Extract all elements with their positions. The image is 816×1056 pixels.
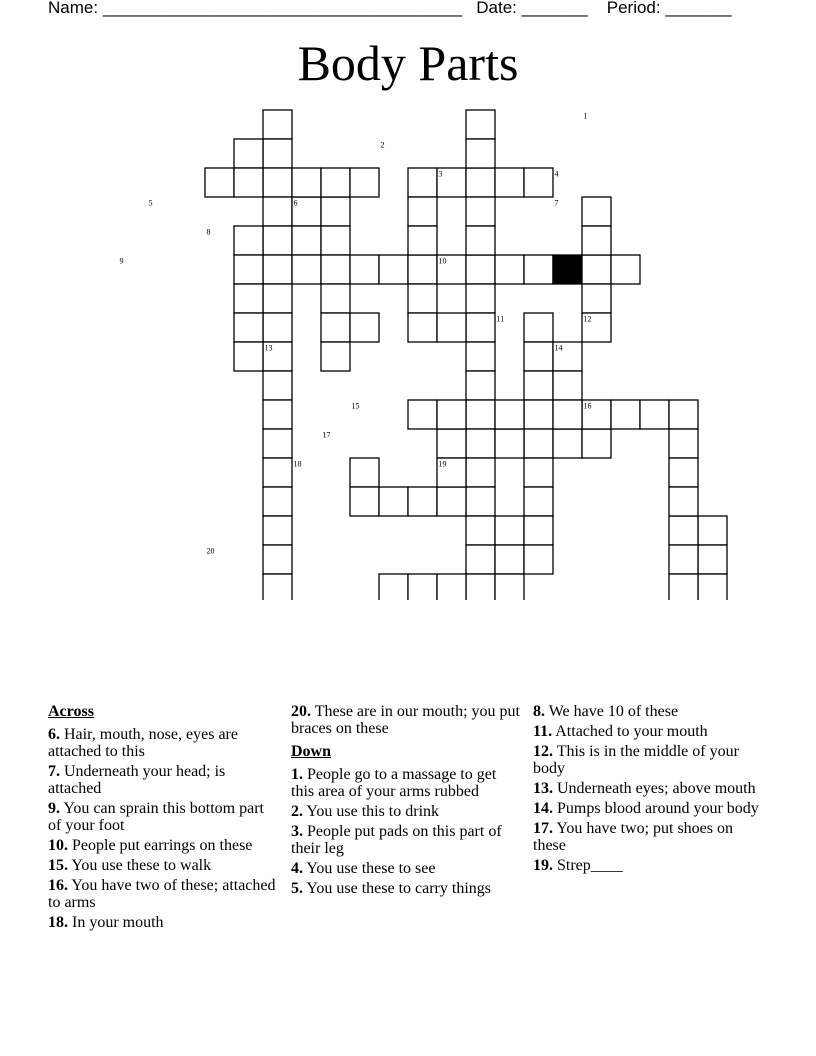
crossword-cell[interactable] (292, 255, 321, 284)
crossword-cell[interactable] (263, 458, 292, 487)
clue-item (291, 880, 523, 897)
clue-text: Strep____ (553, 857, 623, 874)
page-title: Body Parts (297, 35, 519, 91)
clue-text: You can sprain this bottom part of your foot (48, 800, 264, 834)
crossword-cell[interactable] (408, 226, 437, 255)
crossword-cell[interactable] (321, 168, 350, 197)
crossword-cell[interactable] (263, 110, 292, 139)
crossword-cell[interactable] (263, 197, 292, 226)
clue-item (533, 857, 765, 874)
crossword-cell[interactable] (524, 429, 553, 458)
crossword-cell[interactable] (408, 487, 437, 516)
clue-num: 8. (533, 703, 545, 720)
crossword-cell[interactable] (582, 226, 611, 255)
clue-text: People go to a massage to get this area of your arms rubbed (291, 766, 497, 800)
crossword-cell[interactable] (495, 255, 524, 284)
crossword-cell[interactable] (234, 313, 263, 342)
period-blank[interactable]: _______ (665, 0, 732, 17)
clue-item (291, 823, 523, 857)
crossword-cell[interactable] (234, 226, 263, 255)
crossword-cell[interactable] (234, 168, 263, 197)
crossword-cell[interactable] (321, 342, 350, 371)
crossword-cell[interactable] (669, 574, 698, 600)
crossword-cell[interactable] (263, 226, 292, 255)
crossword-cell[interactable] (524, 168, 553, 197)
clue-column-3 (533, 703, 765, 877)
clue-num: 7. (48, 763, 60, 780)
crossword-cell[interactable] (234, 255, 263, 284)
clue-item (291, 766, 523, 800)
date-label: Date: (476, 0, 517, 17)
clue-num: 19. (533, 857, 553, 874)
clue-item (48, 837, 280, 854)
clue-number: 19 (438, 459, 447, 469)
crossword-cell[interactable] (321, 226, 350, 255)
crossword-cell[interactable] (408, 197, 437, 226)
crossword-cell[interactable] (263, 284, 292, 313)
crossword-cell[interactable] (524, 458, 553, 487)
crossword-cell[interactable] (263, 487, 292, 516)
name-blank[interactable]: ______________________________________ (102, 0, 463, 17)
clue-text: You use these to see (303, 860, 436, 877)
crossword-cell[interactable] (466, 371, 495, 400)
crossword-cell[interactable] (640, 400, 669, 429)
crossword-cell[interactable] (466, 458, 495, 487)
crossword-cell[interactable] (669, 545, 698, 574)
clue-num: 3. (291, 823, 303, 840)
crossword-cell[interactable] (263, 516, 292, 545)
crossword-cell[interactable] (408, 255, 437, 284)
clue-number: 14 (554, 343, 563, 353)
crossword-cell[interactable] (321, 197, 350, 226)
crossword-cell[interactable] (466, 197, 495, 226)
crossword-cell[interactable] (437, 487, 466, 516)
crossword-cell[interactable] (524, 545, 553, 574)
crossword-cell[interactable] (292, 226, 321, 255)
clue-text: People put earrings on these (68, 837, 253, 854)
crossword-cell[interactable] (495, 400, 524, 429)
clue-text: You have two; put shoes on these (533, 820, 734, 854)
date-blank[interactable]: _______ (521, 0, 588, 17)
clue-item (291, 860, 523, 877)
clue-number: 16 (583, 401, 592, 411)
crossword-cell[interactable] (379, 255, 408, 284)
crossword-cell[interactable] (495, 168, 524, 197)
name-label: Name: (48, 0, 99, 17)
crossword-cell[interactable] (524, 313, 553, 342)
crossword-cell[interactable] (698, 516, 727, 545)
crossword-cell[interactable] (466, 255, 495, 284)
clue-text: Pumps blood around your body (553, 800, 759, 817)
crossword-cell[interactable] (466, 168, 495, 197)
crossword-cell[interactable] (408, 574, 437, 600)
crossword-cell[interactable] (524, 487, 553, 516)
crossword-cell[interactable] (495, 574, 524, 600)
crossword-cell[interactable] (466, 574, 495, 600)
crossword-cell[interactable] (524, 255, 553, 284)
clue-number: 15 (351, 401, 360, 411)
clue-text: Underneath your head; is attached (48, 763, 226, 797)
clue-column-2 (291, 703, 523, 900)
crossword-cell[interactable] (524, 342, 553, 371)
clue-number: 18 (293, 459, 302, 469)
crossword-cell[interactable] (466, 545, 495, 574)
crossword-cell[interactable] (669, 400, 698, 429)
clue-item (533, 743, 765, 777)
crossword-cell[interactable] (263, 545, 292, 574)
crossword-cell[interactable] (205, 168, 234, 197)
crossword-cell[interactable] (582, 255, 611, 284)
clue-num: 1. (291, 766, 303, 783)
across-heading: Across (48, 703, 94, 720)
clue-num: 20. (291, 703, 311, 720)
crossword-cell[interactable] (466, 342, 495, 371)
crossword-black-cell (553, 255, 582, 284)
crossword-cell[interactable] (437, 400, 466, 429)
crossword-cell[interactable] (524, 516, 553, 545)
crossword-cell[interactable] (611, 255, 640, 284)
clue-text: You use these to carry things (303, 880, 491, 897)
clue-item (533, 820, 765, 854)
crossword-cell[interactable] (466, 110, 495, 139)
crossword-cell[interactable] (495, 516, 524, 545)
crossword-cell[interactable] (611, 400, 640, 429)
clue-text: We have 10 of these (545, 703, 679, 720)
clue-item (48, 726, 280, 760)
crossword-cell[interactable] (234, 139, 263, 168)
crossword-cell[interactable] (321, 255, 350, 284)
crossword-cell[interactable] (524, 400, 553, 429)
clue-item (291, 703, 523, 737)
crossword-cell[interactable] (292, 168, 321, 197)
clue-num: 15. (48, 857, 68, 874)
clue-number: 9 (119, 256, 124, 266)
crossword-cell[interactable] (263, 429, 292, 458)
clue-number: 2 (380, 140, 385, 150)
crossword-cell[interactable] (466, 400, 495, 429)
crossword-cell[interactable] (466, 284, 495, 313)
clue-num: 14. (533, 800, 553, 817)
clue-num: 5. (291, 880, 303, 897)
crossword-cell[interactable] (495, 545, 524, 574)
crossword-cell[interactable] (350, 487, 379, 516)
clue-item (291, 803, 523, 820)
crossword-cell[interactable] (234, 342, 263, 371)
clue-number: 13 (264, 343, 273, 353)
crossword-cell[interactable] (408, 168, 437, 197)
clue-num: 9. (48, 800, 60, 817)
crossword-cell[interactable] (466, 516, 495, 545)
crossword-cell[interactable] (669, 429, 698, 458)
crossword-cell[interactable] (408, 313, 437, 342)
crossword-cell[interactable] (408, 284, 437, 313)
clue-number: 20 (206, 546, 215, 556)
crossword-cell[interactable] (495, 429, 524, 458)
crossword-cell[interactable] (234, 284, 263, 313)
clue-item (48, 877, 280, 911)
clue-column-1 (48, 703, 280, 934)
clue-item (48, 857, 280, 874)
clue-number: 4 (554, 169, 559, 179)
crossword-cell[interactable] (263, 255, 292, 284)
crossword-cell[interactable] (582, 284, 611, 313)
crossword-cell[interactable] (698, 574, 727, 600)
clue-text: You use these to walk (68, 857, 212, 874)
crossword-cell[interactable] (669, 516, 698, 545)
crossword-cell[interactable] (263, 313, 292, 342)
clue-num: 16. (48, 877, 68, 894)
crossword-cell[interactable] (582, 429, 611, 458)
crossword-cell[interactable] (437, 429, 466, 458)
clue-number: 12 (583, 314, 592, 324)
clue-num: 4. (291, 860, 303, 877)
clue-number: 8 (206, 227, 211, 237)
clue-item (48, 914, 280, 931)
crossword-cell[interactable] (263, 574, 292, 600)
crossword-cell[interactable] (437, 574, 466, 600)
clue-num: 12. (533, 743, 553, 760)
clue-item (48, 800, 280, 834)
crossword-cell[interactable] (524, 371, 553, 400)
crossword-cell[interactable] (466, 487, 495, 516)
clue-text: You use this to drink (303, 803, 440, 820)
crossword-cell[interactable] (466, 226, 495, 255)
crossword-cell[interactable] (408, 400, 437, 429)
crossword-cell[interactable] (466, 429, 495, 458)
crossword-cell[interactable] (350, 313, 379, 342)
clue-number: 5 (148, 198, 153, 208)
clue-text: People put pads on this part of their leg (291, 823, 502, 857)
clue-number: 6 (293, 198, 298, 208)
crossword-cell[interactable] (698, 545, 727, 574)
clue-num: 17. (533, 820, 553, 837)
crossword-cell[interactable] (321, 313, 350, 342)
clue-text: In your mouth (68, 914, 164, 931)
crossword-cell[interactable] (553, 400, 582, 429)
clue-text: This is in the middle of your body (533, 743, 739, 777)
clue-item (48, 763, 280, 797)
clue-item (533, 723, 765, 740)
clue-num: 6. (48, 726, 60, 743)
clue-text: These are in our mouth; you put braces on these (291, 703, 520, 737)
clue-num: 13. (533, 780, 553, 797)
crossword-cell[interactable] (466, 139, 495, 168)
crossword-cell[interactable] (379, 574, 408, 600)
crossword-cell[interactable] (553, 371, 582, 400)
crossword-cell[interactable] (263, 139, 292, 168)
clue-number: 11 (496, 314, 505, 324)
period-label: Period: (606, 0, 661, 17)
crossword-cell[interactable] (321, 284, 350, 313)
crossword-cell[interactable] (350, 255, 379, 284)
crossword-cell[interactable] (263, 371, 292, 400)
clue-num: 10. (48, 837, 68, 854)
crossword-cell[interactable] (263, 168, 292, 197)
clue-num: 2. (291, 803, 303, 820)
crossword-cell[interactable] (553, 429, 582, 458)
clue-num: 18. (48, 914, 68, 931)
down-heading: Down (291, 743, 332, 760)
clue-item (533, 703, 765, 720)
clue-text: Hair, mouth, nose, eyes are attached to this (48, 726, 238, 760)
clue-number: 1 (583, 111, 588, 121)
crossword-cell[interactable] (379, 487, 408, 516)
crossword-cell[interactable] (669, 487, 698, 516)
crossword-cell[interactable] (466, 313, 495, 342)
crossword-cell[interactable] (263, 400, 292, 429)
crossword-cell[interactable] (437, 313, 466, 342)
clue-number: 3 (438, 169, 443, 179)
clue-number: 17 (322, 430, 331, 440)
clue-item (533, 800, 765, 817)
crossword-cell[interactable] (350, 458, 379, 487)
crossword-cell[interactable] (350, 168, 379, 197)
clue-item (533, 780, 765, 797)
clue-num: 11. (533, 723, 553, 740)
clue-number: 10 (438, 256, 447, 266)
clue-text: Attached to your mouth (552, 723, 708, 740)
crossword-cell[interactable] (582, 197, 611, 226)
crossword-cell[interactable] (669, 458, 698, 487)
clue-text: Underneath eyes; above mouth (553, 780, 756, 797)
clue-number: 7 (554, 198, 559, 208)
clue-text: You have two of these; attached to arms (48, 877, 276, 911)
